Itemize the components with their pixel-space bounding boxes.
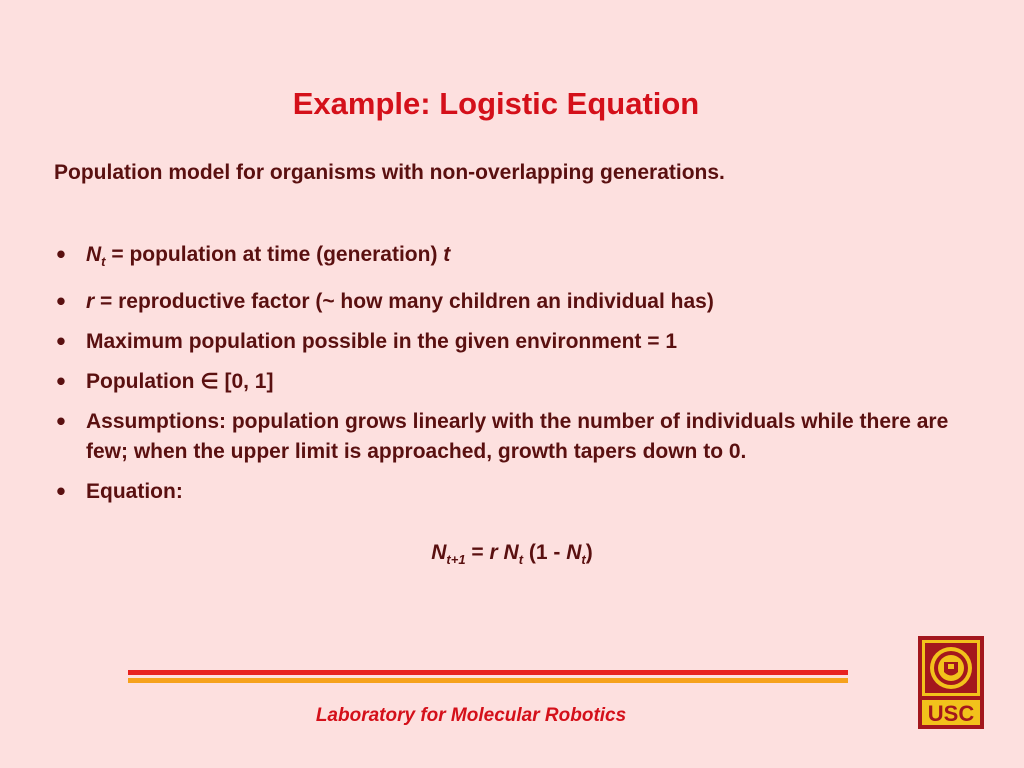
eq-n2-sub: t: [581, 552, 586, 568]
footer-rule-orange: [128, 678, 848, 683]
bullet-text: Population ∈ [0, 1]: [86, 370, 274, 394]
bullet-icon: •: [54, 480, 68, 505]
var-r: r: [86, 290, 95, 314]
eq-paren-close: ): [585, 541, 593, 564]
footer-rule-red: [128, 670, 848, 675]
footer-lab-name: Laboratory for Molecular Robotics: [315, 705, 627, 726]
eq-equals: =: [465, 541, 490, 564]
var-n: N: [86, 243, 102, 266]
eq-lhs-var: N: [431, 541, 447, 564]
bullet-icon: •: [54, 410, 68, 435]
bullet-text: = reproductive factor (~ how many children an individual has): [94, 290, 714, 314]
var-t-sub: t: [101, 254, 106, 270]
bullet-item-population-range: [54, 367, 974, 397]
logistic-equation: [0, 541, 1024, 567]
bullet-item-nt: [54, 240, 974, 277]
bullet-item-equation: [54, 477, 974, 507]
bullet-item-max-population: [54, 327, 974, 357]
bullet-list: [54, 240, 974, 517]
bullet-item-assumptions: [54, 407, 974, 467]
usc-logo-icon: [918, 636, 984, 729]
eq-n2-var: N: [566, 541, 582, 564]
logo-lettering: USC: [927, 701, 975, 726]
bullet-icon: •: [54, 290, 68, 315]
eq-n-sub: t: [518, 552, 524, 568]
bullet-text: = population at time (generation): [105, 243, 444, 266]
eq-r: r: [489, 541, 498, 564]
var-t: t: [443, 243, 451, 266]
bullet-text: Equation:: [86, 480, 183, 504]
slide-title: Example: Logistic Equation: [292, 86, 700, 121]
eq-lhs-sub: t+1: [446, 552, 466, 568]
bullet-icon: •: [54, 330, 68, 355]
bullet-text: Maximum population possible in the given environment = 1: [86, 330, 678, 354]
bullet-item-r: [54, 287, 974, 317]
intro-text: Population model for organisms with non-overlapping generations.: [54, 161, 725, 184]
eq-paren-open: (1 -: [523, 541, 567, 564]
bullet-icon: •: [54, 243, 68, 267]
eq-n-var: N: [503, 541, 519, 564]
bullet-text: Assumptions: population grows linearly with the number of individuals while there are few; when the upper limit is approached, growth tapers down to 0.: [86, 410, 949, 464]
bullet-icon: •: [54, 370, 68, 395]
